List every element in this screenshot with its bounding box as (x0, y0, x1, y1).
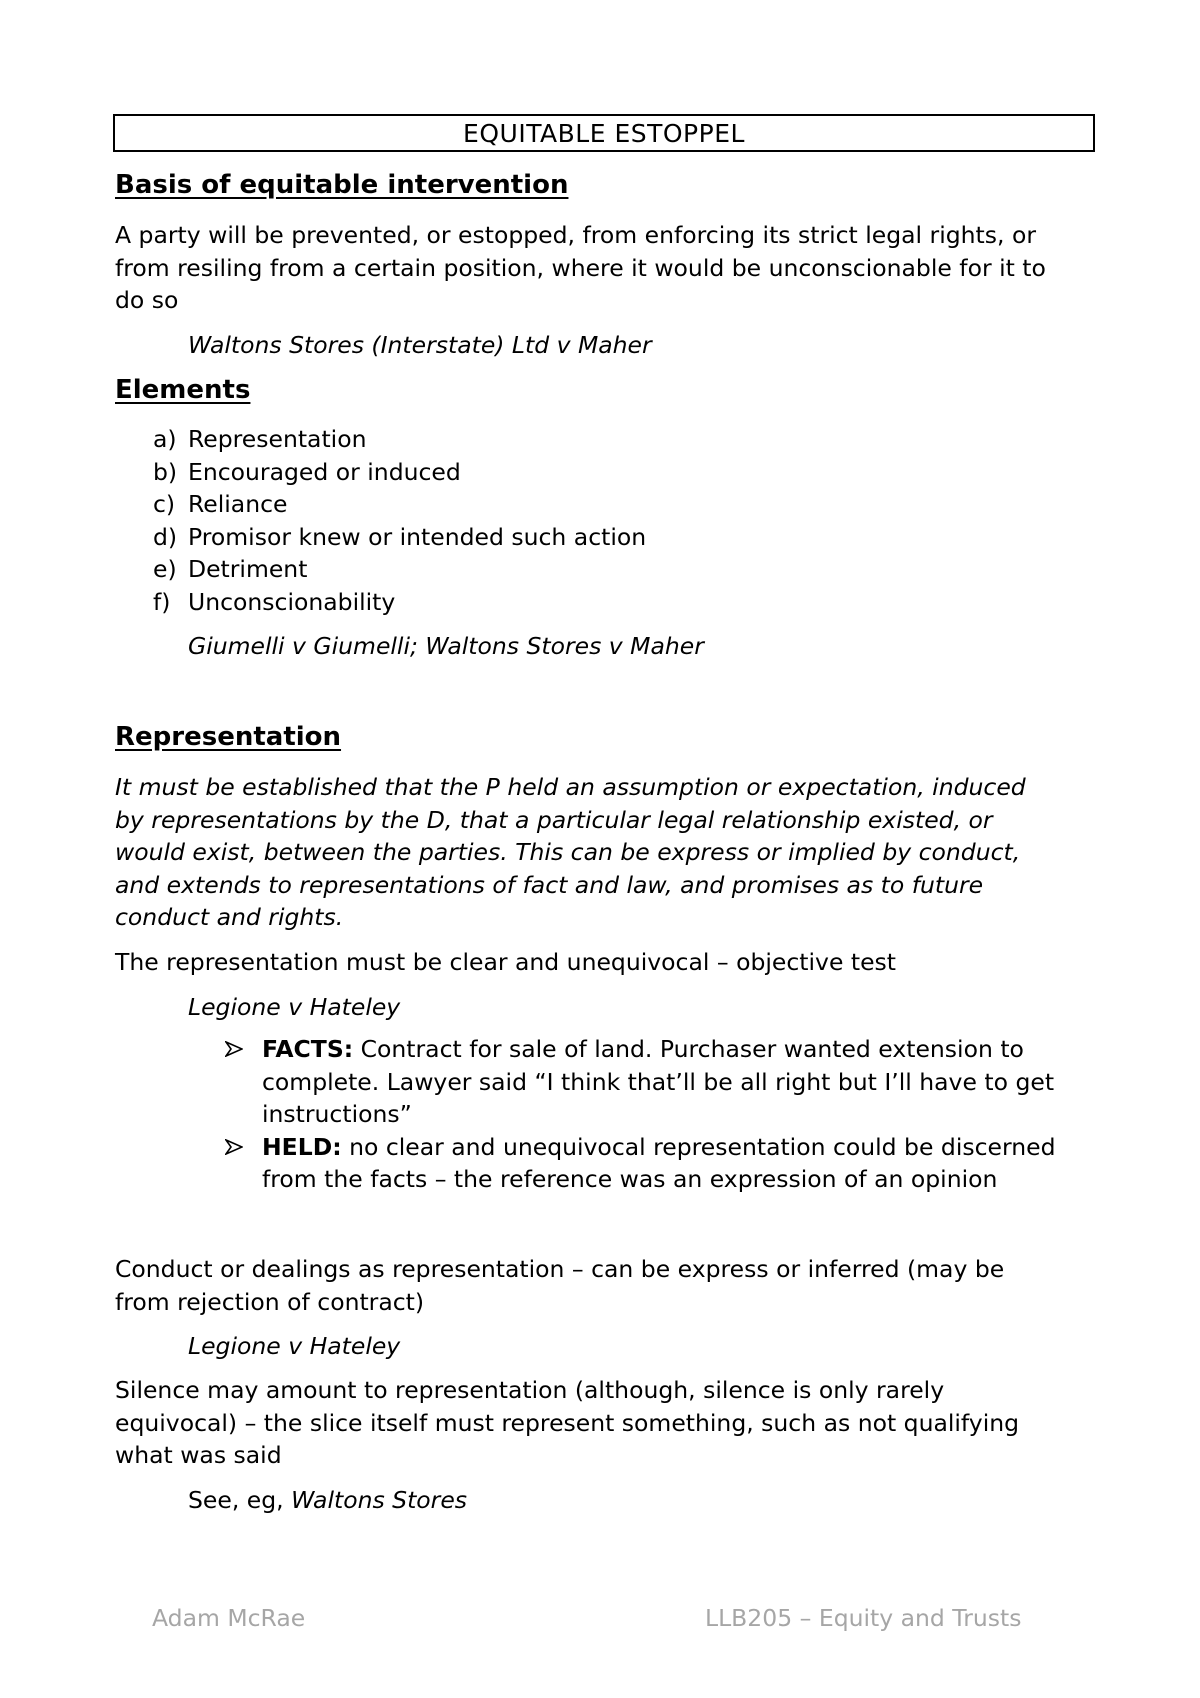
representation-citation-2: Legione v Hateley (188, 1332, 401, 1360)
basis-line-2: from resiling from a certain position, where it would be unconscionable for it to (115, 253, 1046, 282)
heading-elements: Elements (115, 375, 251, 405)
list-item: d) Promisor knew or intended such action (153, 522, 647, 551)
heading-basis: Basis of equitable intervention (115, 170, 569, 200)
list-item: a) Representation (153, 425, 367, 453)
representation-italic-line-4: and extends to representations of fact and law, and promises as to future (115, 870, 984, 899)
list-item: HELD: no clear and unequivocal representation could be discerned from the facts – the reference was an expression of an opinion (225, 1131, 1095, 1196)
elements-list (115, 423, 646, 618)
heading-representation: Representation (115, 722, 342, 752)
document-title: EQUITABLE ESTOPPEL (113, 114, 1095, 152)
list-item: c) Reliance (153, 490, 288, 518)
held-label: HELD: (262, 1132, 342, 1161)
representation-clear-text: The representation must be clear and unequivocal – objective test (115, 948, 896, 976)
elements-citation: Giumelli v Giumelli; Waltons Stores v Maher (188, 632, 704, 660)
silence-line-3: what was said (115, 1441, 282, 1469)
basis-citation: Waltons Stores (Interstate) Ltd v Maher (188, 331, 652, 359)
list-item: e) Detriment (153, 555, 308, 583)
basis-line-3: do so (115, 286, 179, 314)
representation-italic-line-3: would exist, between the parties. This can be express or implied by conduct, (115, 838, 1021, 866)
footer-author: Adam McRae (152, 1604, 306, 1632)
list-item: b) Encouraged or induced (153, 457, 461, 486)
see-case: Waltons Stores (291, 1486, 468, 1514)
representation-italic-line-5: conduct and rights. (115, 903, 344, 931)
representation-italic-line-1: It must be established that the P held an assumption or expectation, induced (115, 773, 1026, 801)
conduct-line-1: Conduct or dealings as representation – can be express or inferred (may be (115, 1255, 1005, 1283)
arrow-bullet-icon (225, 1033, 262, 1057)
representation-citation-1: Legione v Hateley (188, 993, 401, 1021)
case-bullets (225, 1033, 1095, 1196)
footer-course: LLB205 – Equity and Trusts (705, 1604, 1022, 1632)
list-item: f) Unconscionability (153, 587, 396, 616)
silence-line-2: equivocal) – the slice itself must represent something, such as not qualifying (115, 1408, 1020, 1437)
basis-line-1: A party will be prevented, or estopped, from enforcing its strict legal rights, or (115, 221, 1036, 249)
see-reference: See, eg, Waltons Stores (188, 1486, 468, 1514)
representation-italic-line-2: by representations by the D, that a particular legal relationship existed, or (115, 805, 993, 834)
silence-line-1: Silence may amount to representation (although, silence is only rarely (115, 1376, 945, 1404)
arrow-bullet-icon (225, 1131, 262, 1155)
conduct-line-2: from rejection of contract) (115, 1287, 425, 1316)
list-item: FACTS: Contract for sale of land. Purchaser wanted extension to complete. Lawyer said “I think that’ll be all right but I’ll have to get instructions” (225, 1033, 1095, 1131)
facts-label: FACTS: (262, 1035, 354, 1063)
